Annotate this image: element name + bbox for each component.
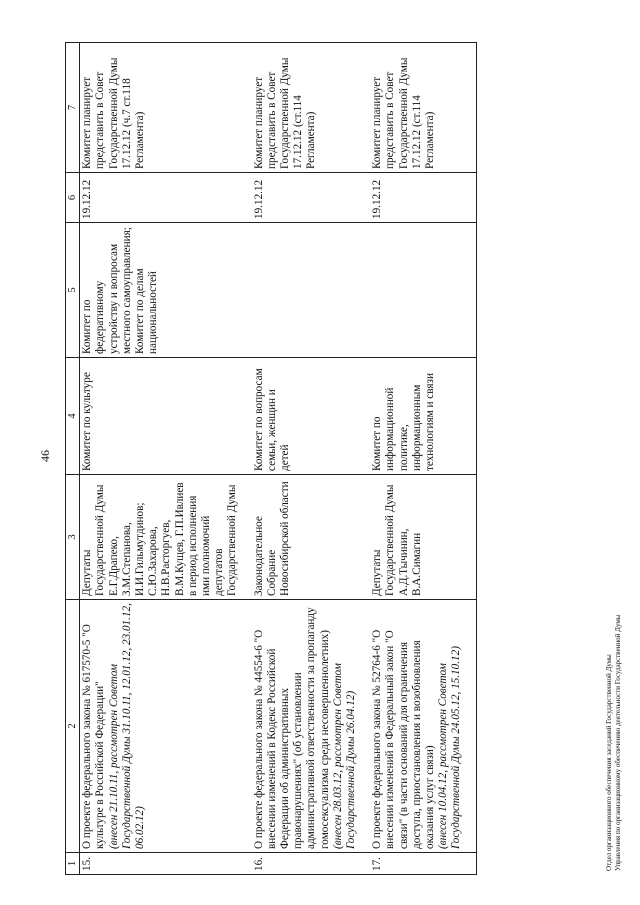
bill-title: О проекте федерального закона № 44554-6 "О внесении изменений в Кодекс Российской Федерации об административных правонарушениях" (об установлении административной ответственности за пропаганду гомосексуализма среди несовершеннолетних)	[252, 607, 331, 849]
footer-line: Отдел организационного обеспечения заседаний Государственной Думы	[605, 654, 613, 871]
row-number: 16.	[252, 853, 371, 875]
bill-note: (внесен 10.04.12, рассмотрен Советом Государственной Думы 24.05.12, 15.10.12)	[437, 646, 463, 849]
initiator-cell: Депутаты Государственной Думы А.Д.Тычинин, В.А.Симагин	[370, 475, 476, 600]
plan-cell: Комитет планирует представить в Совет Государственной Думы 17.12.12 (ч.7 ст.118 Регламента)	[80, 43, 252, 173]
column-number-row	[66, 43, 80, 875]
bill-note: (внесен 28.03.12, рассмотрен Советом Государственной Думы 26.04.12)	[331, 663, 358, 849]
date-cell: 19.12.12	[80, 173, 252, 223]
co-executors-cell	[370, 223, 476, 358]
co-executors-cell	[252, 223, 371, 358]
column-header: 1	[66, 853, 80, 875]
committee-cell: Комитет по информационной политике, информационным технологиям и связи	[370, 358, 476, 475]
committee-cell: Комитет по вопросам семьи, женщин и детей	[252, 358, 371, 475]
initiator-cell: Законодательное Собрание Новосибирской области	[252, 475, 371, 600]
column-header: 4	[66, 358, 80, 475]
committee-cell: Комитет по культуре	[80, 358, 252, 475]
co-executors-cell: Комитет по федеративному устройству и вопросам местного самоуправления; Комитет по делам национальностей	[80, 223, 252, 358]
bill-note: (внесен 21.10.11, рассмотрен Советом Государственной Думы 31.10.11, 12.01.12, 23.01.12, 06.02.12)	[107, 603, 147, 849]
row-number: 17.	[370, 853, 476, 875]
bill-title: О проекте федерального закона № 617570-5 "О культуре в Российской Федерации"	[81, 624, 107, 849]
initiator-cell: Депутаты Государственной Думы Е.Г.Драпеко, З.М.Степанова, И.И.Гильмутдинов; С.Ю.Захарова, Н.В.Расторгуев, В.М.Кущев, Г.П.Ивлиев в период исполнения ими полномочий депутатов Государственной Думы	[80, 475, 252, 600]
bill-cell	[252, 600, 371, 853]
bills-table	[65, 42, 477, 875]
footer-line: Управления по организационному обеспечению деятельности Государственной Думы	[614, 614, 622, 871]
bill-cell	[80, 600, 252, 853]
column-header: 7	[66, 43, 80, 173]
footer	[605, 615, 623, 871]
bill-cell	[370, 600, 476, 853]
column-header: 6	[66, 173, 80, 223]
table-row	[80, 43, 252, 875]
plan-cell: Комитет планирует представить в Совет Государственной Думы 17.12.12 (ст.114 Регламента)	[370, 43, 476, 173]
column-header: 3	[66, 475, 80, 600]
table-row	[252, 43, 371, 875]
column-header: 2	[66, 600, 80, 853]
table-row	[370, 43, 476, 875]
date-cell: 19.12.12	[370, 173, 476, 223]
page-number: 46	[38, 450, 52, 462]
column-header: 5	[66, 223, 80, 358]
row-number: 15.	[80, 853, 252, 875]
plan-cell: Комитет планирует представить в Совет Государственной Думы 17.12.12 (ст.114 Регламента)	[252, 43, 371, 173]
bill-title: О проекте федерального закона № 52764-6 "О внесении изменений в Федеральный закон "О связи" (в части оснований для ограничения доступа, приостановления и возобновления оказания услуг связи)	[371, 629, 437, 849]
date-cell: 19.12.12	[252, 173, 371, 223]
